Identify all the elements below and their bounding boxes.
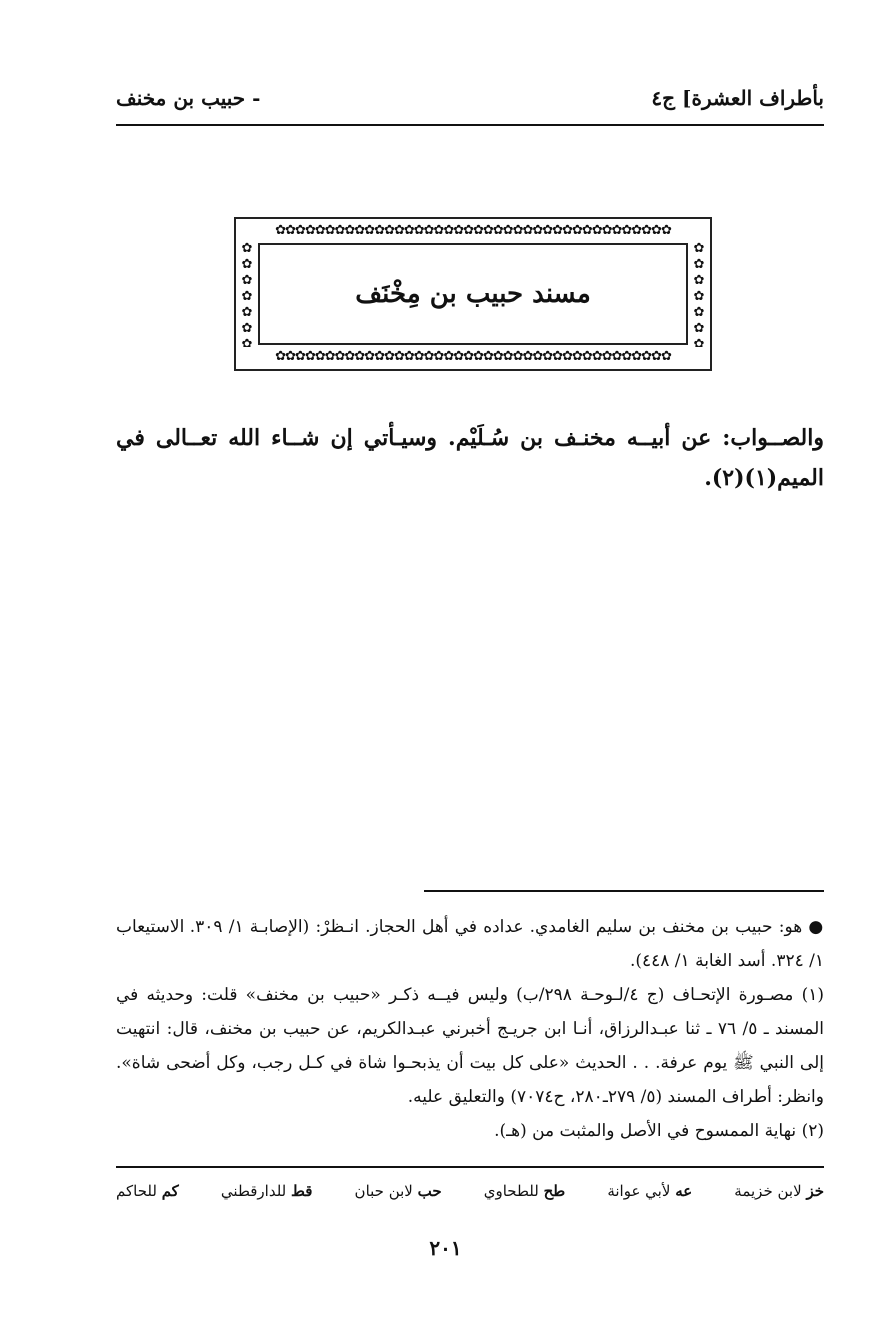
abbreviation-desc: لأبي عوانة: [607, 1182, 671, 1200]
title-frame: [234, 217, 712, 371]
abbreviation-code: حب: [417, 1182, 442, 1200]
abbreviation-item: [607, 1182, 692, 1200]
abbreviation-code: عه: [675, 1182, 693, 1200]
abbreviations-legend: [116, 1182, 824, 1200]
abbreviation-desc: للطحاوي: [483, 1182, 539, 1200]
abbreviation-desc: للحاكم: [116, 1182, 157, 1200]
footnote-divider: [424, 890, 824, 892]
ornament-border-bottom: ✿✿✿✿✿✿✿✿✿✿✿✿✿✿✿✿✿✿✿✿✿✿✿✿✿✿✿✿✿✿✿✿✿✿✿✿✿✿✿✿: [275, 349, 671, 364]
title-inner-box: [258, 243, 688, 345]
header-book-title: بأطراف العشرة] ج٤: [651, 86, 824, 110]
footnote-1: (١) مصـورة الإتحـاف (ج ٤/لـوحـة ٢٩٨/ب) وليس فيــه ذكـر «حبيب بن مخنف» قلت: وحديثه في المسند ـ ٥/ ٧٦ ـ ثنا عبـدالرزاق، أنـا ابن جريـج أخبرني عبـدالكريم، عن حبيب بن مخنف، قال: انتهيت إلى النبي ﷺ يوم عرفة. . . الحديث «على كل بيت أن يذبحـوا شاة في كـل رجب، وكل أضحى شاة». وانظر: أطراف المسند (٥/ ٢٧٩ـ٢٨٠، ح٧٠٧٤) والتعليق عليه.: [116, 985, 824, 1107]
body-paragraph: والصــواب: عن أبيــه مخنـف بن سُـلَيْم. وسيـأتي إن شــاء الله تعــالى في الميم(١)(٢).: [116, 425, 824, 491]
running-header: [116, 78, 824, 118]
footnote-bullet: ● هو: حبيب بن مخنف بن سليم الغامدي. عداده في أهل الحجاز. انـظرْ: (الإصابـة ١/ ٣٠٩. الاستيعاب ١/ ٣٢٤. أسد الغابة ١/ ٤٤٨).: [116, 917, 824, 971]
ornament-border-top: ✿✿✿✿✿✿✿✿✿✿✿✿✿✿✿✿✿✿✿✿✿✿✿✿✿✿✿✿✿✿✿✿✿✿✿✿✿✿✿✿: [275, 223, 671, 238]
footnotes: [116, 910, 824, 1148]
abbreviation-desc: لابن حبان: [354, 1182, 413, 1200]
page-number: ٢٠١: [429, 1236, 462, 1260]
abbreviation-item: [355, 1182, 442, 1200]
abbreviation-item: [484, 1182, 565, 1200]
chapter-title: مسند حبيب بن مِخْنَف: [355, 279, 591, 309]
ornament-border-left: ✿✿✿✿✿✿✿: [241, 241, 253, 347]
abbreviations-divider: [116, 1166, 824, 1168]
abbreviation-code: كم: [161, 1182, 179, 1200]
ornament-border-right: ✿✿✿✿✿✿✿: [693, 241, 705, 347]
abbreviation-item: [116, 1182, 179, 1200]
header-section-title: - حبيب بن مخنف: [116, 86, 261, 110]
abbreviation-code: قط: [291, 1182, 313, 1200]
abbreviation-item: [734, 1182, 824, 1200]
abbreviation-item: [221, 1182, 313, 1200]
abbreviation-desc: لابن خزيمة: [734, 1182, 802, 1200]
abbreviation-desc: للدارقطني: [220, 1182, 287, 1200]
header-divider: [116, 124, 824, 126]
abbreviation-code: خز: [806, 1182, 824, 1200]
footnote-2: (٢) نهاية الممسوح في الأصل والمثبت من (هـ).: [494, 1121, 824, 1141]
abbreviation-code: طح: [543, 1182, 566, 1200]
